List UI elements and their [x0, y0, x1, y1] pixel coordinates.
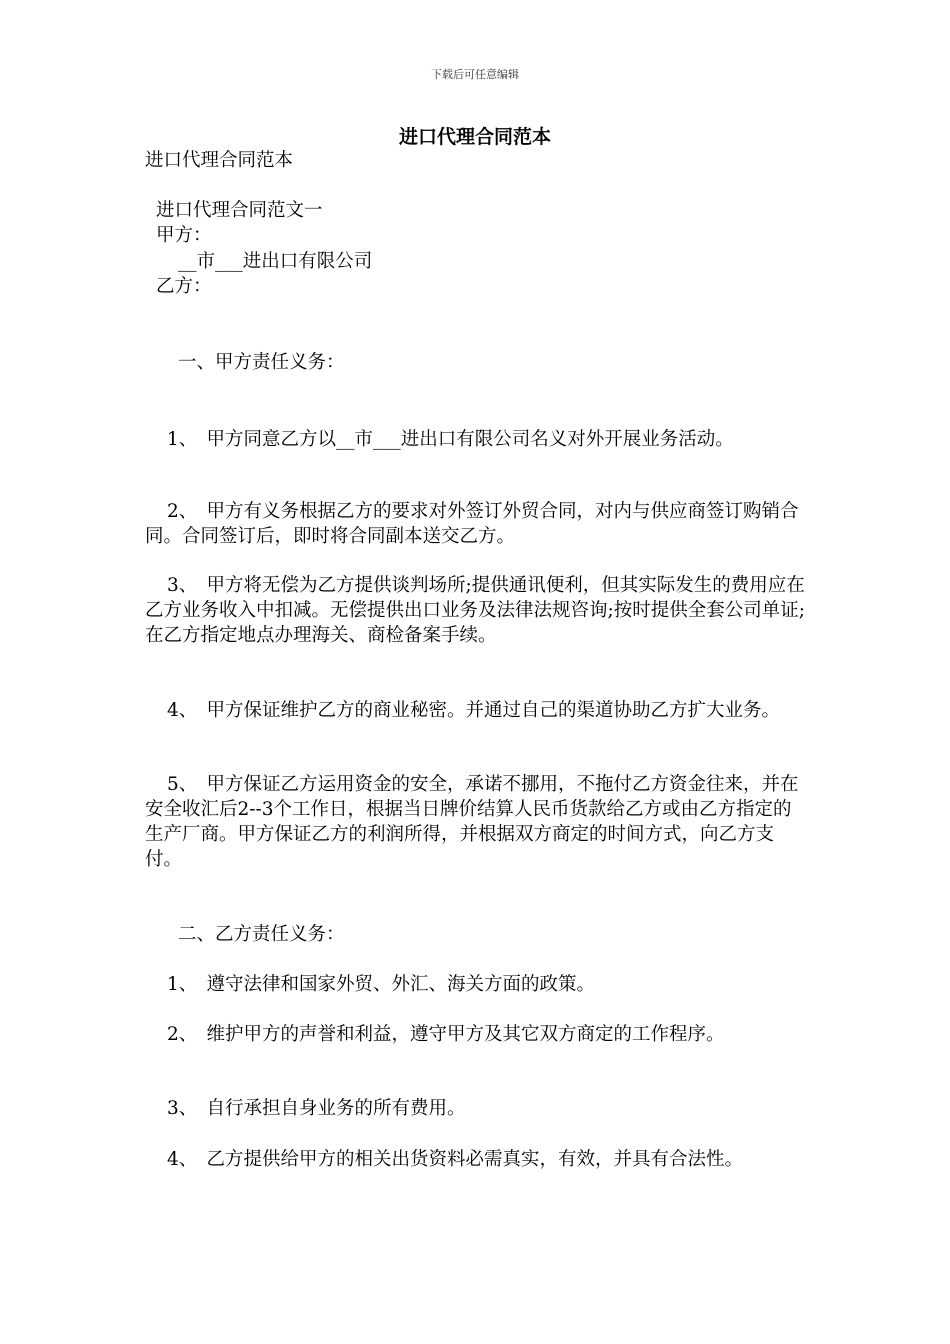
section1-item-1: 1、 甲方同意乙方以__市___进出口有限公司名义对外开展业务活动。	[167, 429, 734, 450]
section2-heading: 二、乙方责任义务：	[178, 924, 345, 945]
document-title: 进口代理合同范本	[398, 126, 551, 148]
section2-item-3: 3、 自行承担自身业务的所有费用。	[167, 1098, 466, 1119]
section1-item-5: 5、 甲方保证乙方运用资金的安全，承诺不挪用，不拖付乙方资金往来，并在安全收汇后2--3个工作日，根据当日牌价结算人民币货款给乙方或由乙方指定的生产厂商。甲方保证乙方的利润所得，并根据双方商定的时间方式，向乙方支付。	[145, 774, 799, 870]
section1-item-3: 3、 甲方将无偿为乙方提供谈判场所;提供通讯便利，但其实际发生的费用应在乙方业务收入中扣减。无偿提供出口业务及法律法规咨询;按时提供全套公司单证;在乙方指定地点办理海关、商检备案手续。	[145, 575, 805, 646]
section2-item-4: 4、 乙方提供给甲方的相关出货资料必需真实，有效，并具有合法性。	[167, 1149, 744, 1170]
document-body	[145, 148, 810, 173]
section2-item-2: 2、 维护甲方的声誉和利益，遵守甲方及其它双方商定的工作程序。	[167, 1024, 725, 1045]
party-b-label: 乙方：	[156, 276, 212, 297]
party-a-label: 甲方：	[156, 225, 212, 246]
section2-item-1: 1、 遵守法律和国家外贸、外汇、海关方面的政策。	[167, 974, 596, 995]
download-note: 下载后可任意编辑	[431, 68, 519, 81]
party-a-name: __市___进出口有限公司	[178, 251, 373, 272]
document-subtitle: 进口代理合同范本	[145, 150, 294, 171]
sample-title: 进口代理合同范文一	[156, 200, 323, 221]
section1-item-2: 2、 甲方有义务根据乙方的要求对外签订外贸合同，对内与供应商签订购销合同。合同签订后，即时将合同副本送交乙方。	[145, 501, 799, 547]
section1-heading: 一、甲方责任义务：	[178, 352, 345, 373]
section1-item-4: 4、 甲方保证维护乙方的商业秘密。并通过自己的渠道协助乙方扩大业务。	[167, 700, 781, 721]
